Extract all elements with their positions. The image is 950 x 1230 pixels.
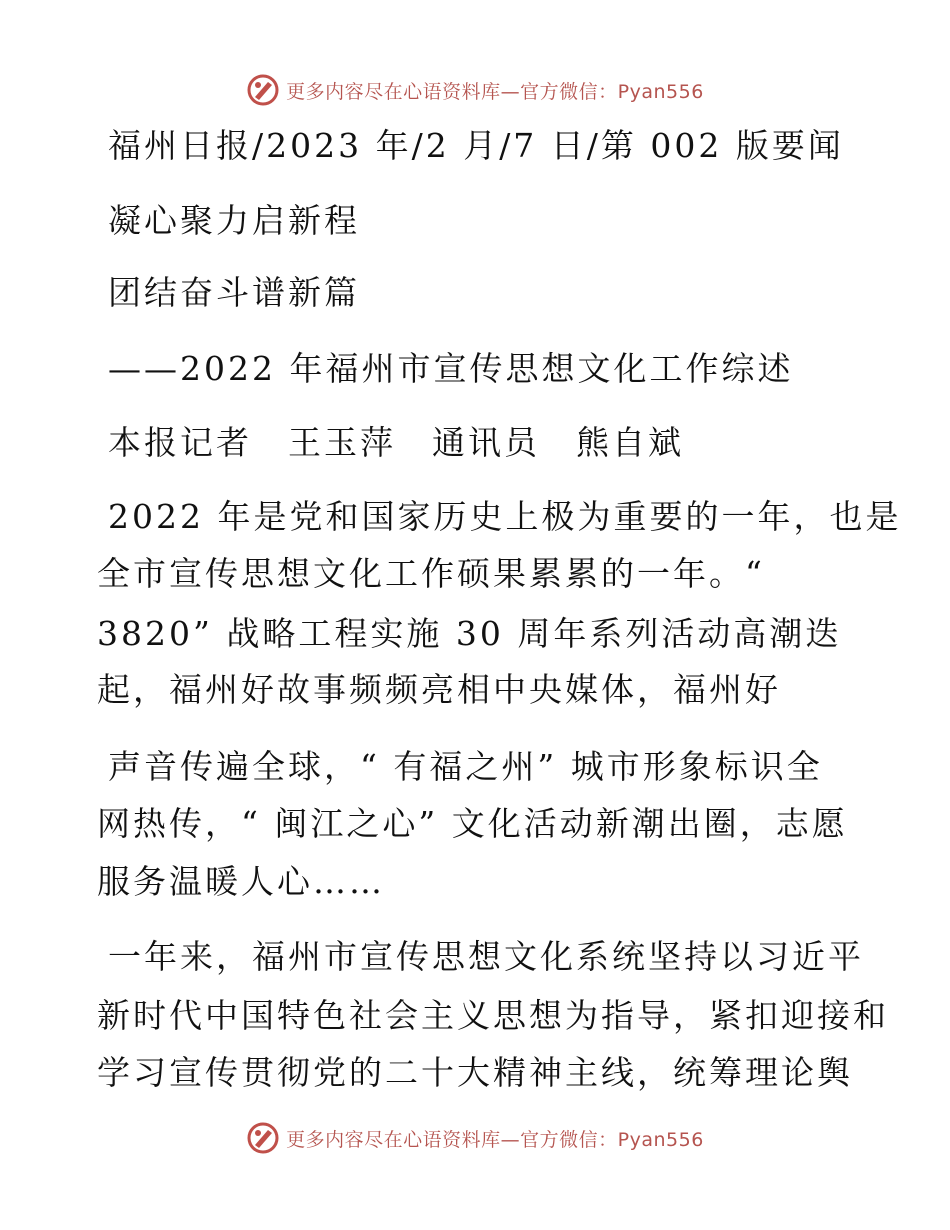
watermark-banner-bottom (0, 1118, 950, 1158)
doc-line-7: 全市宣传思想文化工作硕果累累的一年。“ (97, 554, 765, 593)
watermark-logo-icon (246, 1121, 280, 1155)
doc-line-13: 一年来，福州市宣传思想文化系统坚持以习近平 (108, 937, 864, 976)
doc-line-4: ——2022 年福州市宣传思想文化工作综述 (108, 349, 794, 388)
doc-line-10: 声音传遍全球，“ 有福之州” 城市形象标识全 (108, 747, 823, 786)
doc-line-1: 福州日报/2023 年/2 月/7 日/第 002 版要闻 (108, 126, 844, 165)
watermark-text: 更多内容尽在心语资料库—官方微信：Pyan556 (286, 80, 704, 103)
doc-line-5: 本报记者 王玉萍 通讯员 熊自斌 (108, 423, 684, 462)
doc-line-2: 凝心聚力启新程 (108, 201, 360, 240)
doc-line-3: 团结奋斗谱新篇 (108, 273, 360, 312)
doc-line-8: 3820” 战略工程实施 30 周年系列活动高潮迭 (97, 614, 842, 653)
doc-line-6: 2022 年是党和国家历史上极为重要的一年，也是 (108, 497, 902, 536)
doc-line-12: 服务温暖人心…… (97, 862, 385, 901)
doc-line-14: 新时代中国特色社会主义思想为指导，紧扣迎接和 (97, 996, 889, 1035)
doc-line-11: 网热传，“ 闽江之心” 文化活动新潮出圈，志愿 (97, 804, 848, 843)
doc-line-9: 起，福州好故事频频亮相中央媒体，福州好 (97, 670, 781, 709)
watermark-text-bottom: 更多内容尽在心语资料库—官方微信：Pyan556 (286, 1128, 704, 1151)
doc-line-15: 学习宣传贯彻党的二十大精神主线，统筹理论舆 (97, 1053, 853, 1092)
